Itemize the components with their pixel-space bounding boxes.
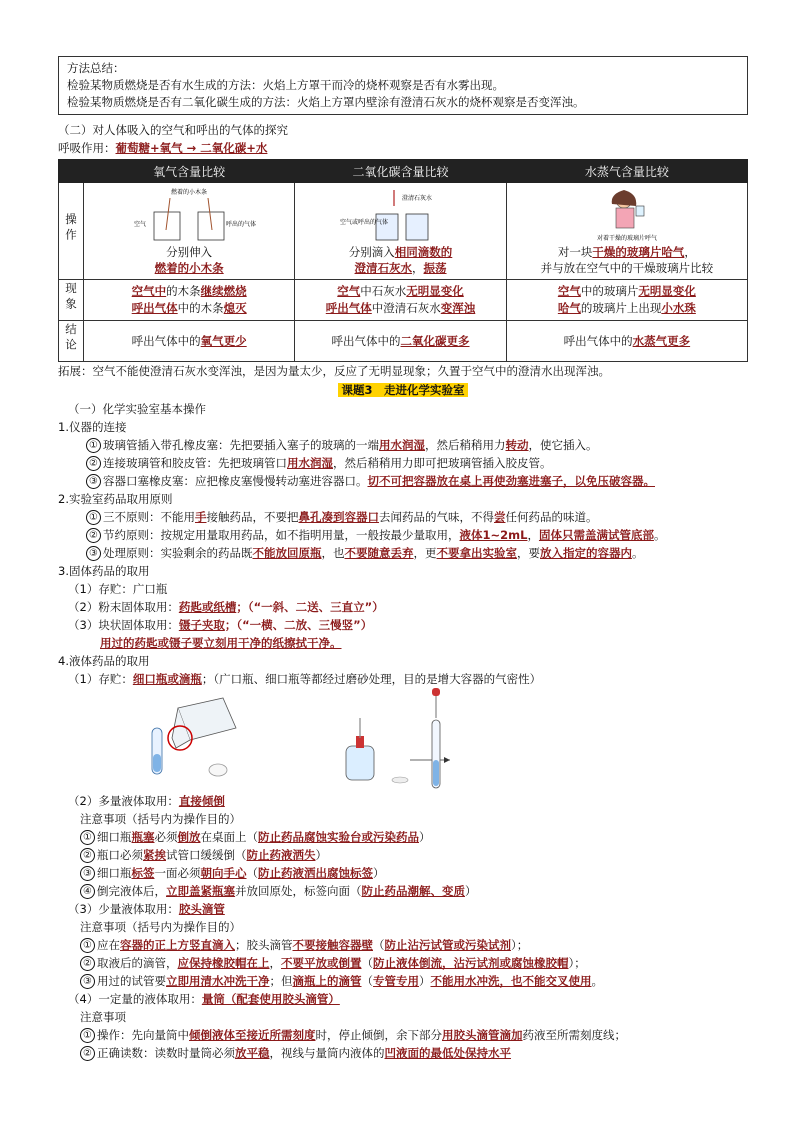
s3-item-3: （3）块状固体取用：镊子夹取；（“一横、二放、三慢竖”） [68,618,373,632]
s4-heading: 4.液体药品的取用 [58,654,150,668]
p2-heading: （2）多量液体取用：直接倾倒 [68,794,225,808]
cell-ph-oxygen: 空气中的木条继续燃烧 呼出气体中的木条熄灭 [84,280,295,321]
summary-title: 方法总结： [67,61,125,75]
fig1-left-label: 空气 [134,221,147,228]
p2-item-4: ④ 倒完液体后，立即盖紧瓶塞并放回原处，标签向面（防止药品潮解、变质） [58,882,748,900]
section-heading: （二）对人体吸入的空气和呼出的气体的探究 [58,123,288,137]
s2-heading: 2.实验室药品取用原则 [58,492,173,506]
p3-item-2: ② 取液后的滴管，应保持橡胶帽在上，不要平放或倒置（防止液体倒流，沾污试剂或腐蚀橡胶帽）； [58,954,748,972]
cell-ph-co2: 空气中石灰水无明显变化 呼出气体中澄清石灰水变浑浊 [295,280,506,321]
op2-line1: 分别滴入相同滴数的 [348,245,453,259]
cell-cc-co2: 呼出气体中的二氧化碳更多 [295,321,506,362]
dropper-figure [346,688,450,788]
op1-line2: 燃着的小木条 [154,261,224,275]
op2-line2: 澄清石灰水，振荡 [354,261,447,275]
header-blank [59,160,84,183]
s3-heading: 3.固体药品的取用 [58,564,150,578]
op3-line2: 并与放在空气中的干燥玻璃片比较 [540,261,714,275]
wood-stick-figure [88,186,290,244]
breath-line [58,139,748,157]
p2-item-3: ③ 细口瓶标签一面必须朝向手心（防止药液洒出腐蚀标签） [58,864,748,882]
comparison-table [58,159,748,362]
cell-op-water [506,183,747,280]
summary-line-1: 检验某物质燃烧是否有水生成的方法：火焰上方罩干而冷的烧杯观察是否有水雾出现。 [67,78,504,92]
s3-item-1: （1）存贮：广口瓶 [68,582,168,596]
header-oxygen: 氧气含量比较 [84,160,295,183]
fig2-top-label: 澄清石灰水 [401,195,432,202]
s1-item-2: ② 连接玻璃管和胶皮管：先把玻璃管口用水润湿，然后稍稍用力即可把玻璃管插入胶皮管。 [58,454,748,472]
basic-heading: （一）化学实验室基本操作 [68,402,206,416]
p4-item-2: ② 正确读数：读数时量筒必须放平稳，视线与量筒内液体的凹液面的最低处保持水平 [58,1044,748,1062]
s3-item-2: （2）粉末固体取用：药匙或纸槽；（“一斜、二送、三直立”） [68,600,384,614]
pouring-illustration [58,688,748,792]
fig1-right-label: 呼出的气体 [226,221,257,228]
p2-item-1: ① 细口瓶瓶塞必须倒放在桌面上（防止药品腐蚀实验台或污染药品） [58,828,748,846]
pouring-bottle-figure [152,698,236,776]
method-summary-box [58,56,748,115]
breath-formula: 葡萄糖+氧气 → 二氧化碳+水 [115,141,268,155]
s1-item-3: ③ 容器口塞橡皮塞：应把橡皮塞慢慢转动塞进容器口。切不可把容器放在桌上再使劲塞进塞子，以免压破容器。 [58,472,748,490]
fig1-top-label: 燃着的小木条 [171,189,208,196]
op1-line1: 分别伸入 [166,245,213,259]
p3-item-3: ③ 用过的试管要立即用清水冲洗干净；但滴瓶上的滴管（专管专用）不能用水冲洗，也不能交叉使用。 [58,972,748,990]
s3-item-4: 用过的药匙或镊子要立刻用干净的纸擦拭干净。 [100,636,342,650]
s4-item-1: （1）存贮：细口瓶或滴瓶；（广口瓶、细口瓶等都经过磨砂处理，目的是增大容器的气密性） [68,672,542,686]
s2-item-3: ③ 处理原则：实验剩余的药品既不能放回原瓶，也不要随意丢弃，更不要拿出实验室，要放入指定的容器内。 [58,544,748,562]
s2-item-1: ① 三不原则：不能用手接触药品，不要把鼻孔凑到容器口去闻药品的气味，不得尝任何药品的味道。 [58,508,748,526]
extend-note: 拓展：空气不能使澄清石灰水变浑浊，是因为量太少，反应了无明显现象；久置于空气中的澄清水出现浑浊。 [58,364,610,378]
limewater-figure [299,186,501,244]
summary-line-2: 检验某物质燃烧是否有二氧化碳生成的方法：火焰上方罩内壁涂有澄清石灰水的烧杯观察是否变浑浊。 [67,95,585,109]
s1-heading: 1.仪器的连接 [58,420,127,434]
op3-line1: 对一块干燥的玻璃片哈气， [557,245,696,259]
p2-note: 注意事项（括号内为操作目的） [80,812,241,826]
cell-cc-oxygen: 呼出气体中的氧气更少 [84,321,295,362]
cell-op-co2 [295,183,506,280]
p4-item-1: ① 操作：先向量筒中倾倒液体至接近所需刻度时，停止倾倒，余下部分用胶头滴管滴加药液至所需刻度线； [58,1026,748,1044]
header-water: 水蒸气含量比较 [506,160,747,183]
p4-note: 注意事项 [80,1010,126,1024]
fig2-left-label: 空气或呼出的气体 [339,219,388,226]
pouring-figures [58,688,748,792]
s2-item-2: ② 节约原则：按规定用量取用药品，如不指明用量，一般按最少量取用，液体1~2mL，固体只需盖满试管底部。 [58,526,748,544]
header-co2: 二氧化碳含量比较 [295,160,506,183]
row-label-conclusion: 结论 [59,321,84,362]
p3-item-1: ① 应在容器的正上方竖直滴入；胶头滴管不要接触容器壁（防止沾污试管或污染试剂）； [58,936,748,954]
cell-op-oxygen [84,183,295,280]
breath-prefix: 呼吸作用： [58,141,116,155]
glass-breath-figure [511,186,743,244]
s1-item-1: ① 玻璃管插入带孔橡皮塞：先把要插入塞子的玻璃的一端用水润湿，然后稍稍用力转动，使它插入。 [58,436,748,454]
p3-heading: （3）少量液体取用：胶头滴管 [68,902,225,916]
cell-ph-water: 空气中的玻璃片无明显变化 哈气的玻璃片上出现小水珠 [506,280,747,321]
row-label-phenomenon: 现象 [59,280,84,321]
p4-heading: （4）一定量的液体取用：量筒（配套使用胶头滴管） [68,992,340,1006]
document-page [58,56,748,1062]
cell-cc-water: 呼出气体中的水蒸气更多 [506,321,747,362]
lesson3-title: 课题3 走进化学实验室 [58,382,748,398]
p2-item-2: ② 瓶口必须紧挨试管口缓缓倒（防止药液洒失） [58,846,748,864]
fig3-label: 对着干燥的玻璃片呼气 [596,235,657,242]
p3-note: 注意事项（括号内为操作目的） [80,920,241,934]
row-label-operation: 操作 [59,183,84,280]
